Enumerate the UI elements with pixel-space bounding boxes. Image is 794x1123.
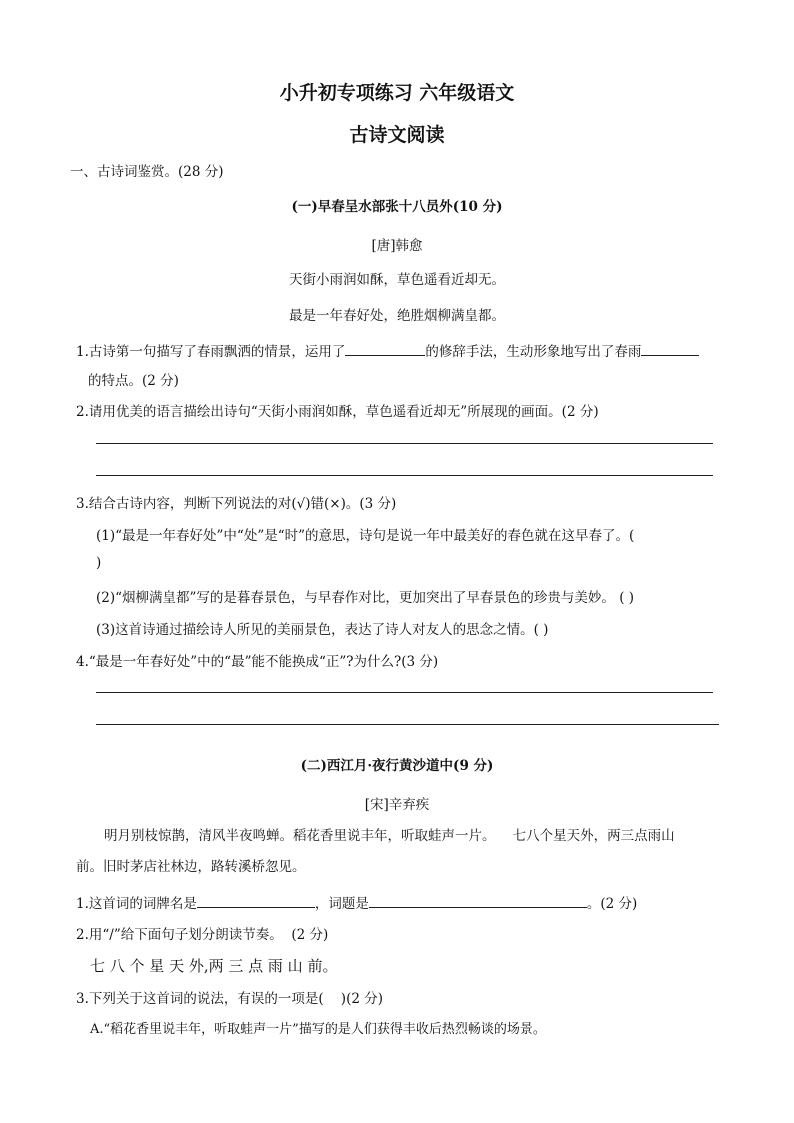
option-a: A.“稻花香里说丰年，听取蛙声一片”描写的是人们获得丰收后热烈畅谈的场景。 [90, 1022, 546, 1037]
question-3-item-1-cont: ) [96, 555, 102, 571]
poem2-question-1-text-c: 。(2 分) [586, 896, 638, 912]
question-3-item-3: (3)这首诗通过描绘诗人所见的美丽景色，表达了诗人对友人的思念之情。( ) [96, 622, 549, 638]
poem2-question-1-text-b: ，词题是 [314, 896, 369, 912]
question-3-item-2: (2)“烟柳满皇都”写的是暮春景色，与早春作对比，更加突出了早春景色的珍贵与美妙。 ( ) [96, 590, 635, 606]
question-3-item-1: (1)“最是一年春好处”中“处”是“时”的意思，诗句是说一年中最美好的春色就在这早春了。( [96, 528, 635, 544]
question-1-text-a: 1.古诗第一句描写了春雨飘洒的情景，运用了 [76, 344, 346, 360]
poem2-question-1 [76, 892, 637, 912]
poem2-title: (二)西江月·夜行黄沙道中(9 分) [300, 758, 494, 774]
question-1-text-b: 的修辞手法，生动形象地写出了春雨 [425, 344, 642, 360]
answer-line[interactable] [96, 724, 719, 725]
rhythm-sentence: 七 八 个 星 天 外,两 三 点 雨 山 前。 [90, 957, 338, 975]
question-2: 2.请用优美的语言描绘出诗句“天街小雨润如酥，草色遥看近却无”所展现的画面。(2 分) [76, 404, 599, 420]
question-1-cont: 的特点。(2 分) [88, 373, 179, 389]
answer-line[interactable] [96, 692, 713, 693]
page-subtitle: 古诗文阅读 [349, 124, 445, 146]
answer-line[interactable] [96, 475, 713, 476]
page-title: 小升初专项练习 六年级语文 [279, 82, 515, 104]
question-1 [76, 340, 699, 360]
answer-blank[interactable] [197, 895, 315, 908]
poem1-author: [唐]韩愈 [371, 238, 423, 254]
poem2-text-line-1: 明月别枝惊鹊，清风半夜鸣蝉。稻花香里说丰年，听取蛙声一片。 七八个星天外，两三点雨山 [104, 828, 675, 844]
poem2-question-3: 3.下列关于这首词的说法，有误的一项是( )(2 分) [76, 991, 383, 1007]
answer-blank[interactable] [369, 895, 587, 908]
poem1-line-1: 天街小雨润如酥，草色遥看近却无。 [289, 272, 505, 288]
poem2-question-2: 2.用“/”给下面句子划分朗读节奏。 (2 分) [76, 927, 329, 943]
poem2-author: [宋]辛弃疾 [364, 797, 430, 813]
question-4: 4.“最是一年春好处”中的“最”能不能换成“正”?为什么?(3 分) [76, 654, 439, 670]
poem2-text-line-2: 前。旧时茅店社林边，路转溪桥忽见。 [76, 859, 306, 875]
answer-line[interactable] [96, 443, 713, 444]
poem1-line-2: 最是一年春好处，绝胜烟柳满皇都。 [289, 308, 505, 324]
section-heading: 一、古诗词鉴赏。(28 分) [70, 164, 224, 180]
answer-blank[interactable] [641, 343, 699, 356]
poem2-question-1-text-a: 1.这首词的词牌名是 [76, 896, 197, 912]
poem1-title: (一)早春呈水部张十八员外(10 分) [291, 199, 503, 215]
answer-blank[interactable] [345, 343, 425, 356]
question-3: 3.结合古诗内容，判断下列说法的对(√)错(×)。(3 分) [76, 496, 397, 512]
